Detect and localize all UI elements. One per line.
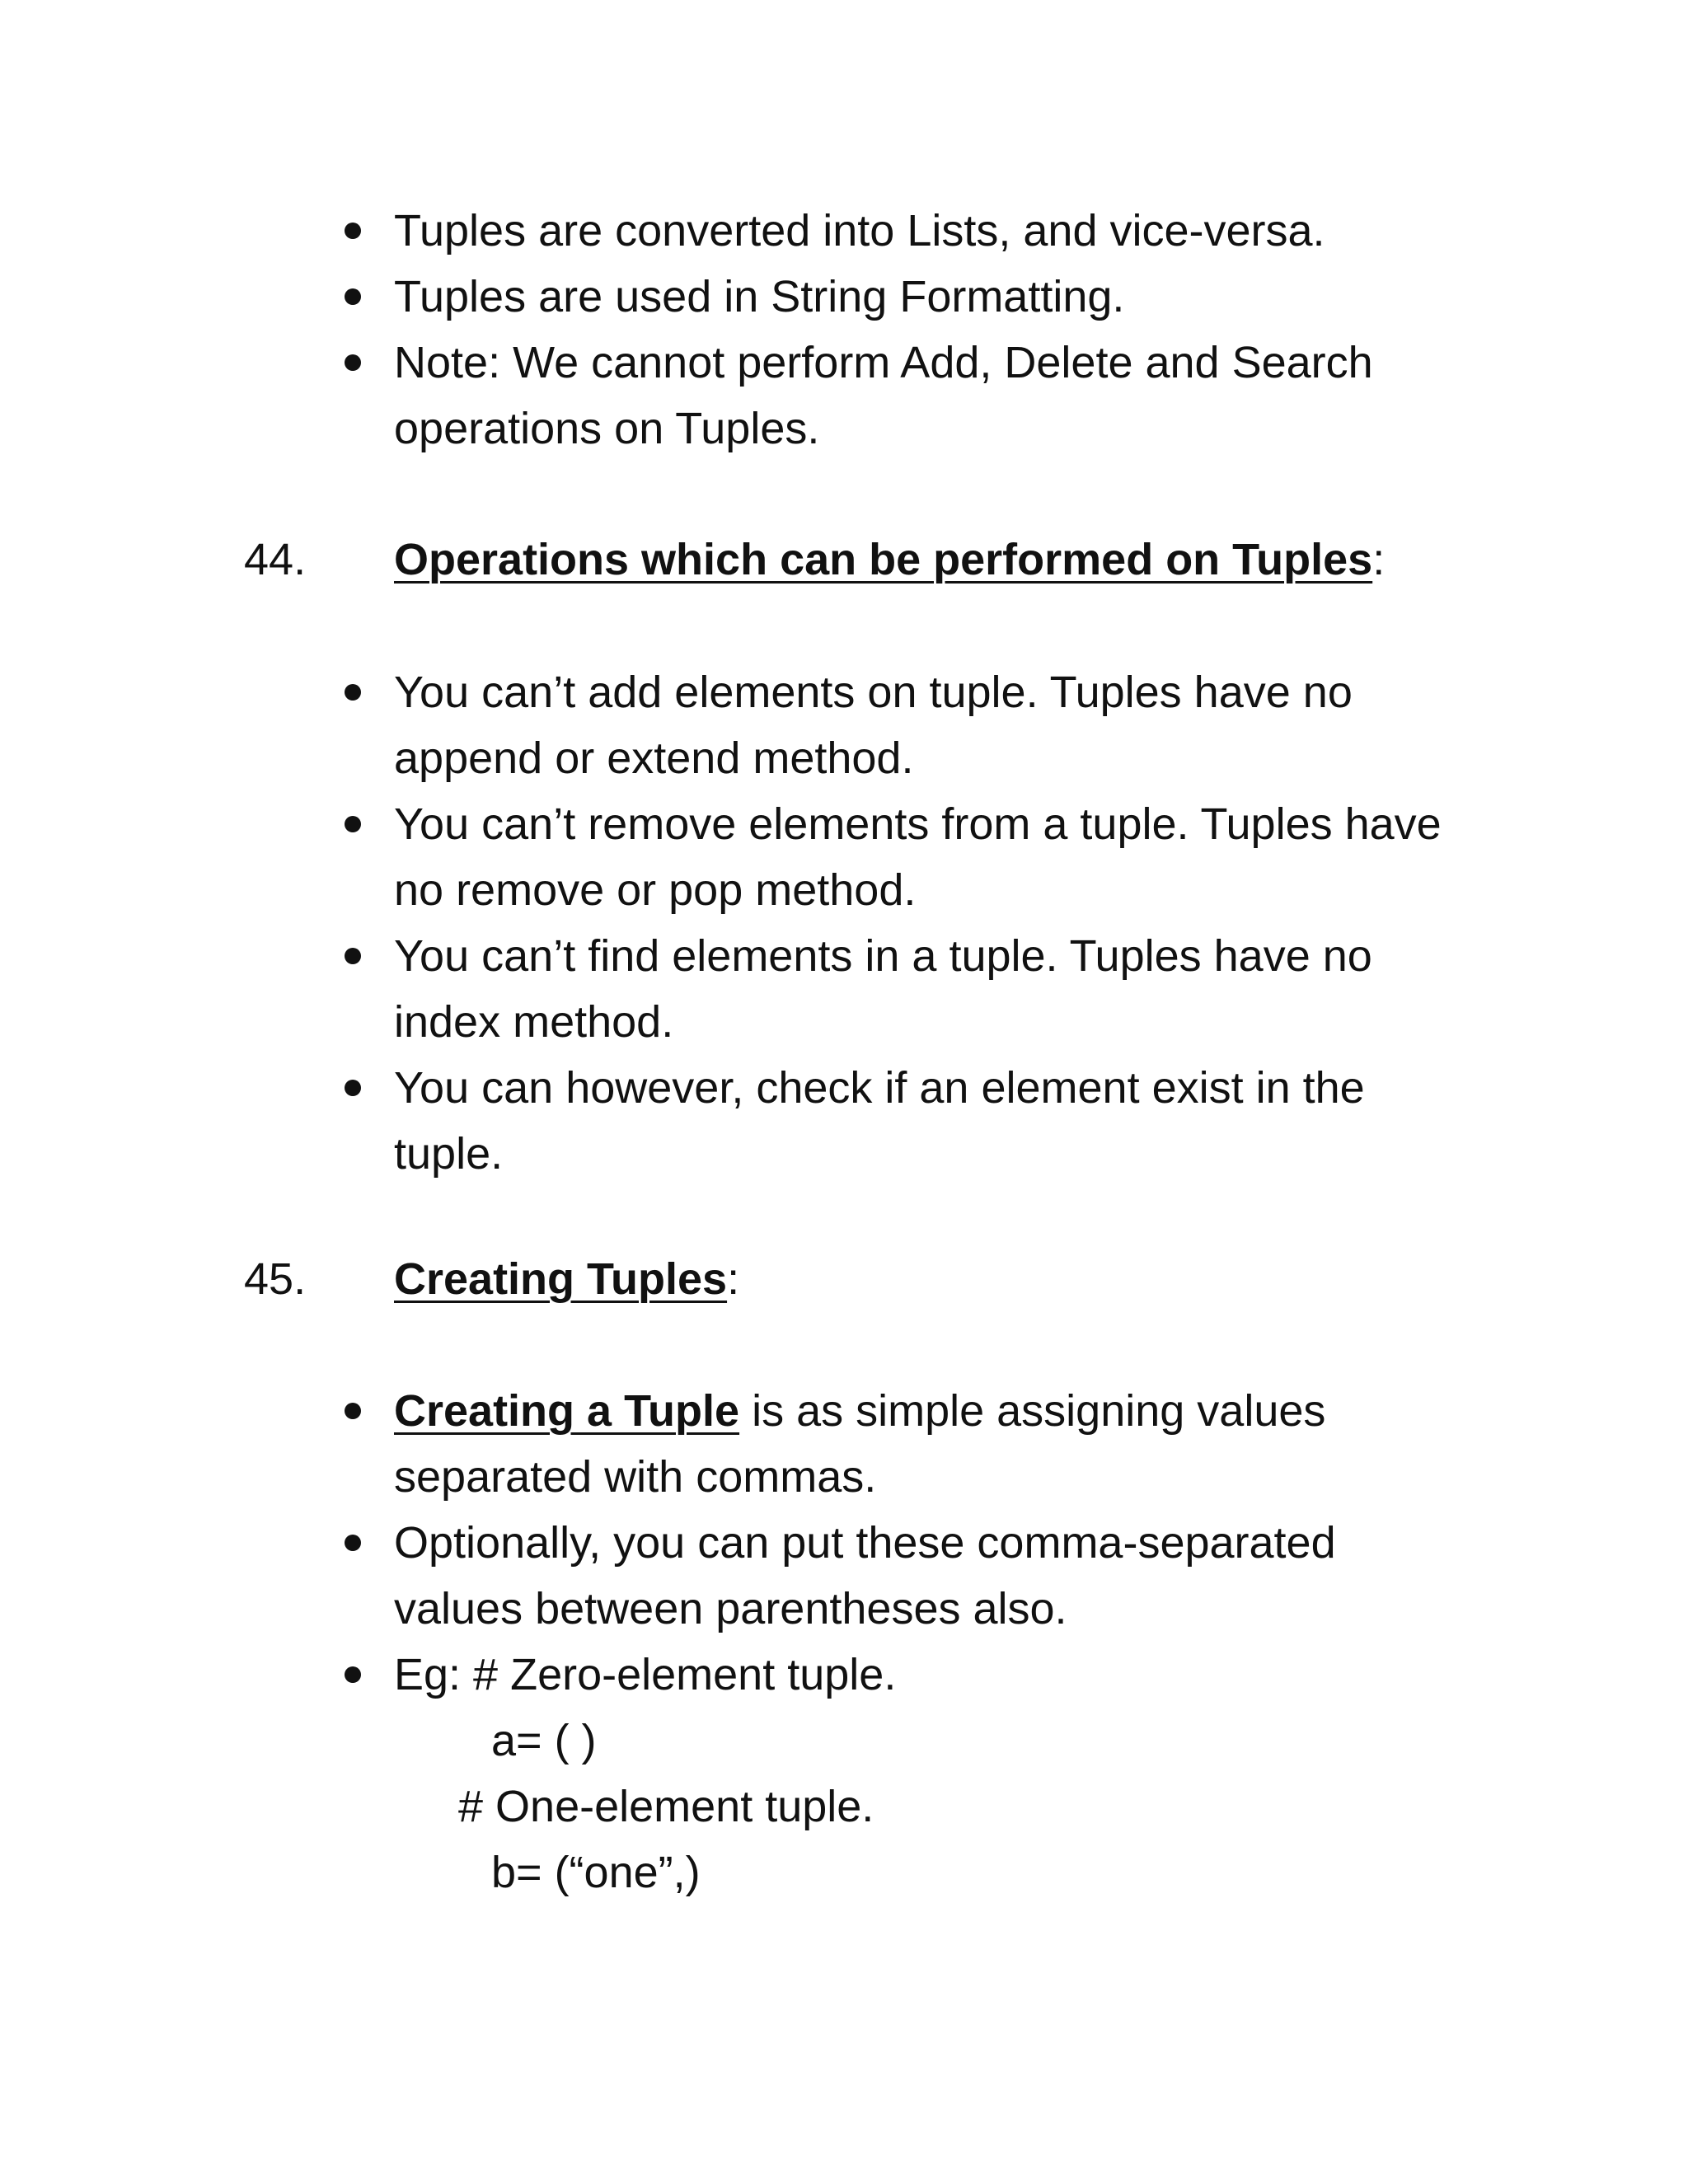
list-item (345, 264, 1498, 330)
bullet-icon (345, 288, 361, 305)
bullet-text: Eg: # Zero-element tuple. (394, 1650, 897, 1699)
bullet-icon (345, 948, 361, 964)
list-item (345, 659, 1498, 791)
list-item (345, 791, 1498, 923)
intro-bullet-list (345, 198, 1498, 462)
section-title: Operations which can be performed on Tuples (394, 535, 1373, 584)
list-item (345, 1642, 1498, 1708)
section-title-colon: : (727, 1254, 740, 1304)
bullet-text-continued: values between parentheses also. (394, 1584, 1067, 1633)
bullet-text: You can’t remove elements from a tuple. Tuples have (394, 799, 1442, 849)
section-number: 45. (244, 1254, 307, 1304)
bullet-icon (345, 1535, 361, 1551)
bullet-text-continued: append or extend method. (394, 733, 914, 783)
section-heading-45 (244, 1246, 1480, 1312)
bullet-icon (345, 684, 361, 701)
section-number: 44. (244, 535, 307, 584)
bullet-icon (345, 816, 361, 832)
bullet-text-continued: index method. (394, 997, 674, 1047)
section-title-colon: : (1372, 535, 1386, 584)
bullet-text-continued: separated with commas. (394, 1452, 877, 1502)
list-item (345, 1378, 1498, 1510)
bullet-icon (345, 1080, 361, 1096)
bullet-text: Note: We cannot perform Add, Delete and Search (394, 338, 1373, 387)
bullet-icon (345, 354, 361, 371)
code-line-one-tuple: b= (“one”,) (491, 1848, 701, 1897)
bullet-text: You can’t find elements in a tuple. Tuples have no (394, 931, 1372, 981)
bullet-text: You can however, check if an element exist in the (394, 1063, 1365, 1113)
bullet-icon (345, 223, 361, 239)
section-title: Creating Tuples (394, 1254, 728, 1304)
bullet-text: Tuples are converted into Lists, and vice-versa. (394, 206, 1325, 255)
list-item (345, 330, 1498, 462)
bullet-text: is as simple assigning values (739, 1386, 1326, 1436)
section-heading-44 (244, 527, 1480, 593)
bullet-bold-term: Creating a Tuple (394, 1386, 740, 1436)
bullet-icon (345, 1403, 361, 1419)
list-item (345, 1510, 1498, 1642)
bullet-icon (345, 1666, 361, 1683)
section45-bullet-list (345, 1378, 1498, 1708)
bullet-text-continued: operations on Tuples. (394, 404, 820, 453)
list-item (345, 923, 1498, 1055)
code-line-zero-tuple: a= ( ) (491, 1716, 597, 1765)
bullet-text-continued: tuple. (394, 1129, 504, 1179)
bullet-text: Optionally, you can put these comma-separated (394, 1518, 1336, 1568)
list-item (345, 198, 1498, 264)
code-comment-one-element: # One-element tuple. (458, 1782, 874, 1831)
bullet-text: Tuples are used in String Formatting. (394, 272, 1125, 321)
section44-bullet-list (345, 659, 1498, 1187)
list-item (345, 1055, 1498, 1187)
bullet-text-continued: no remove or pop method. (394, 865, 917, 915)
bullet-text: You can’t add elements on tuple. Tuples have no (394, 668, 1353, 717)
